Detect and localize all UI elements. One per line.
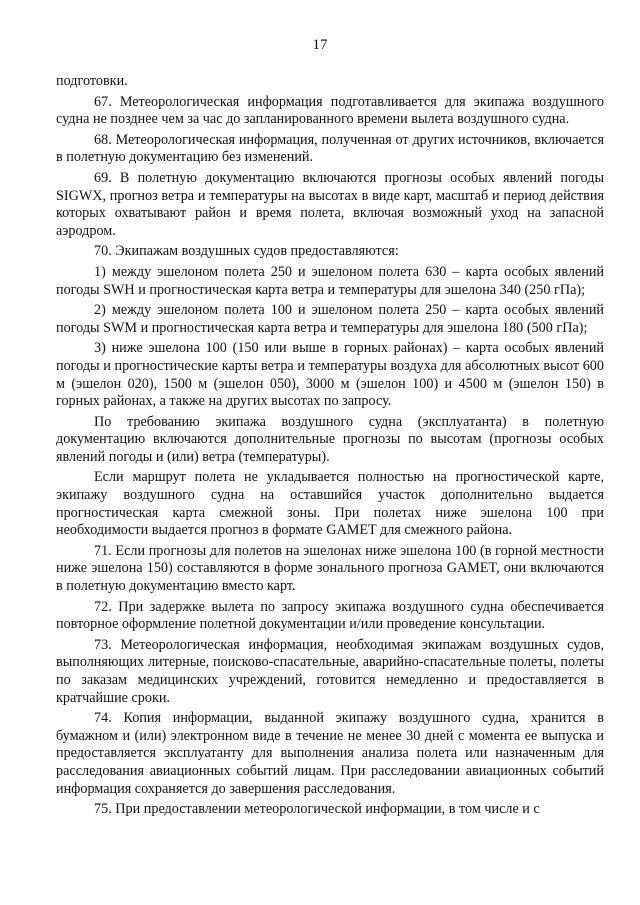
paragraph-70-item-3: 3) ниже эшелона 100 (150 или выше в горных районах) – карта особых явлений погоды и прогностические карты ветра и температуры воздуха для абсолютных высот 600 м (эшелон 020), 1500 м (эшелон 050), 3000 м (эшелон 100) и 4500 м (эшелон 150) в горных районах, а также на других высотах по запросу.	[56, 340, 604, 410]
paragraph-74: 74. Копия информации, выданной экипажу воздушного судна, хранится в бумажном и (или) электронном виде в течение не менее 30 дней с момента ее выпуска и предоставляется эксплуатанту для выполнения анализа полета или назначенным для расследования авиационных событий лицам. При расследовании авиационных событий информация сохраняется до завершения расследования.	[56, 710, 604, 797]
paragraph-70-item-1: 1) между эшелоном полета 250 и эшелоном полета 630 – карта особых явлений погоды SWH и прогностическая карта ветра и температуры для эшелона 340 (250 гПа);	[56, 263, 604, 298]
paragraph-75: 75. При предоставлении метеорологической информации, в том числе и с	[94, 801, 540, 818]
paragraph-73: 73. Метеорологическая информация, необходимая экипажам воздушных судов, выполняющих литерные, поисково-спасательные, аварийно-спасательные полеты, полеты по заказам медицинских учреждений, готовится немедленно и предоставляется в кратчайшие сроки.	[56, 636, 604, 706]
paragraph-70-item-2: 2) между эшелоном полета 100 и эшелоном полета 250 – карта особых явлений погоды SWM и прогностическая карта ветра и температуры для эшелона 180 (500 гПа);	[56, 302, 604, 336]
paragraph-72: 72. При задержке вылета по запросу экипажа воздушного судна обеспечивается повторное оформление полетной документации и/или проведение консультации.	[56, 598, 604, 633]
paragraph-continuation: подготовки.	[56, 73, 128, 89]
paragraph-69: 69. В полетную документацию включаются прогнозы особых явлений погоды SIGWX, прогноз ветра и температуры на высотах в виде карт, масштаб и период действия которых охватывают район и время полета, включая возможный уход на запасной аэродром.	[56, 169, 604, 239]
paragraph-70-route: Если маршрут полета не укладывается полностью на прогностической карте, экипажу воздушного судна на оставшийся участок дополнительно выдается прогностическая карта смежной зоны. При полетах ниже эшелона 100 при необходимости выдается прогноз в формате GAMET для смежного района.	[56, 469, 604, 539]
paragraph-70: 70. Экипажам воздушных судов предоставляются:	[94, 243, 399, 260]
paragraph-68: 68. Метеорологическая информация, полученная от других источников, включается в полетную документацию без изменений.	[56, 131, 604, 166]
document-body	[56, 73, 604, 822]
paragraph-71: 71. Если прогнозы для полетов на эшелонах ниже эшелона 100 (в горной местности ниже эшелона 150) составляются в форме зонального прогноза GAMET, они включаются в полетную документацию вместо карт.	[56, 542, 604, 595]
paragraph-67: 67. Метеорологическая информация подготавливается для экипажа воздушного судна не позднее чем за час до запланированного времени вылета воздушного судна.	[56, 93, 604, 128]
page-number: 17	[312, 37, 328, 53]
paragraph-70-additional: По требованию экипажа воздушного судна (эксплуатанта) в полетную документацию включаются дополнительные прогнозы по высотам (прогнозы особых явлений погоды и (или) ветра (температуры).	[56, 413, 604, 465]
